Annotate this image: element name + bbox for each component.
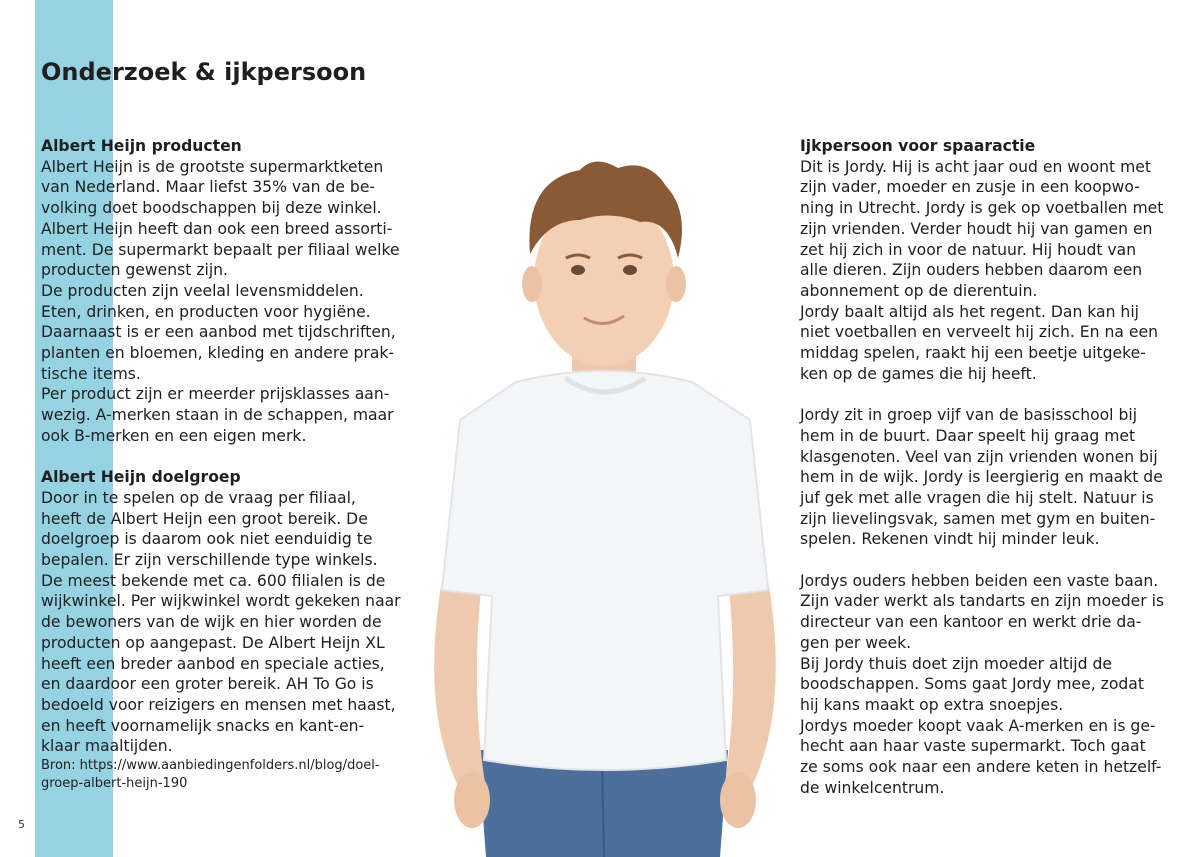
section-body-target-group: Door in te spelen op de vraag per filiaal, heeft de Albert Heijn een groot bereik. De doelgroep is daarom ook niet eenduidig te bepalen. Er zijn verschillende type winkels. De meest bekende met ca. 600 filialen is de wijkwinkel. Per wijkwinkel wordt gekeken naar de bewoners van de wijk en hier worden de producten op aangepast. De Albert Heijn XL heeft een breder aanbod en speciale acties, en daardoor een groter bereik. AH To Go is bedoeld voor reizigers en mensen met haast, en heeft voornamelijk snacks en kant-en- klaar maaltijden. (41, 488, 401, 756)
section-heading-products: Albert Heijn producten (41, 137, 242, 155)
boy-photo (420, 150, 790, 857)
page-number: 5 (18, 818, 25, 831)
section-heading-target-group: Albert Heijn doelgroep (41, 468, 241, 487)
left-column (41, 136, 421, 793)
source-citation: Bron: https://www.aanbiedingenfolders.nl/blog/doel- groep-albert-heijn-190 (41, 758, 380, 792)
persona-paragraph-3: Jordys ouders hebben beiden een vaste baan. Zijn vader werkt als tandarts en zijn moeder is directeur van een kantoor en werkt drie da- gen per week. Bij Jordy thuis doet zijn moeder altijd de boodschappen. Soms gaat Jordy mee, zodat hij kans maakt op extra snoepjes. Jordys moeder koopt vaak A-merken en is ge- hecht aan haar vaste supermarkt. Toch gaat ze soms ook naar een andere keten in hetzelf- de winkelcentrum. (800, 571, 1165, 797)
right-column (800, 136, 1170, 798)
section-heading-persona: Ijkpersoon voor spaaractie (800, 137, 1036, 155)
persona-paragraph-1: Dit is Jordy. Hij is acht jaar oud en woont met zijn vader, moeder en zusje in een koopwo- ning in Utrecht. Jordy is gek op voetballen met zijn vrienden. Verder houdt hij van gamen en zet hij zich in voor de natuur. Hij houdt van alle dieren. Zijn ouders hebben daarom een abonnement op de dierentuin. Jordy baalt altijd als het regent. Dan kan hij niet voetballen en verveelt hij zich. En na een middag spelen, raakt hij een beetje uitgeke- ken op de games die hij heeft. (800, 157, 1164, 383)
section-body-products: Albert Heijn is de grootste supermarktketen van Nederland. Maar liefst 35% van de be- volking doet boodschappen bij deze winkel. Albert Heijn heeft dan ook een breed assorti- ment. De supermarkt bepaalt per filiaal welke producten gewenst zijn. De producten zijn veelal levensmiddelen. Eten, drinken, en producten voor hygiëne. Daarnaast is er een aanbod met tijdschriften, planten en bloemen, kleding en andere prak- tische items. Per product zijn er meerder prijsklasses aan- wezig. A-merken staan in de schappen, maar ook B-merken en een eigen merk. (41, 157, 400, 445)
page-title: Onderzoek & ijkpersoon (41, 58, 367, 86)
persona-paragraph-2: Jordy zit in groep vijf van de basisschool bij hem in de buurt. Daar speelt hij graag met klasgenoten. Veel van zijn vrienden wonen bij hem in de wijk. Jordy is leergierig en maakt de juf gek met alle vragen die hij stelt. Natuur is zijn lievelingsvak, samen met gym en buiten- spelen. Rekenen vindt hij minder leuk. (800, 406, 1163, 549)
